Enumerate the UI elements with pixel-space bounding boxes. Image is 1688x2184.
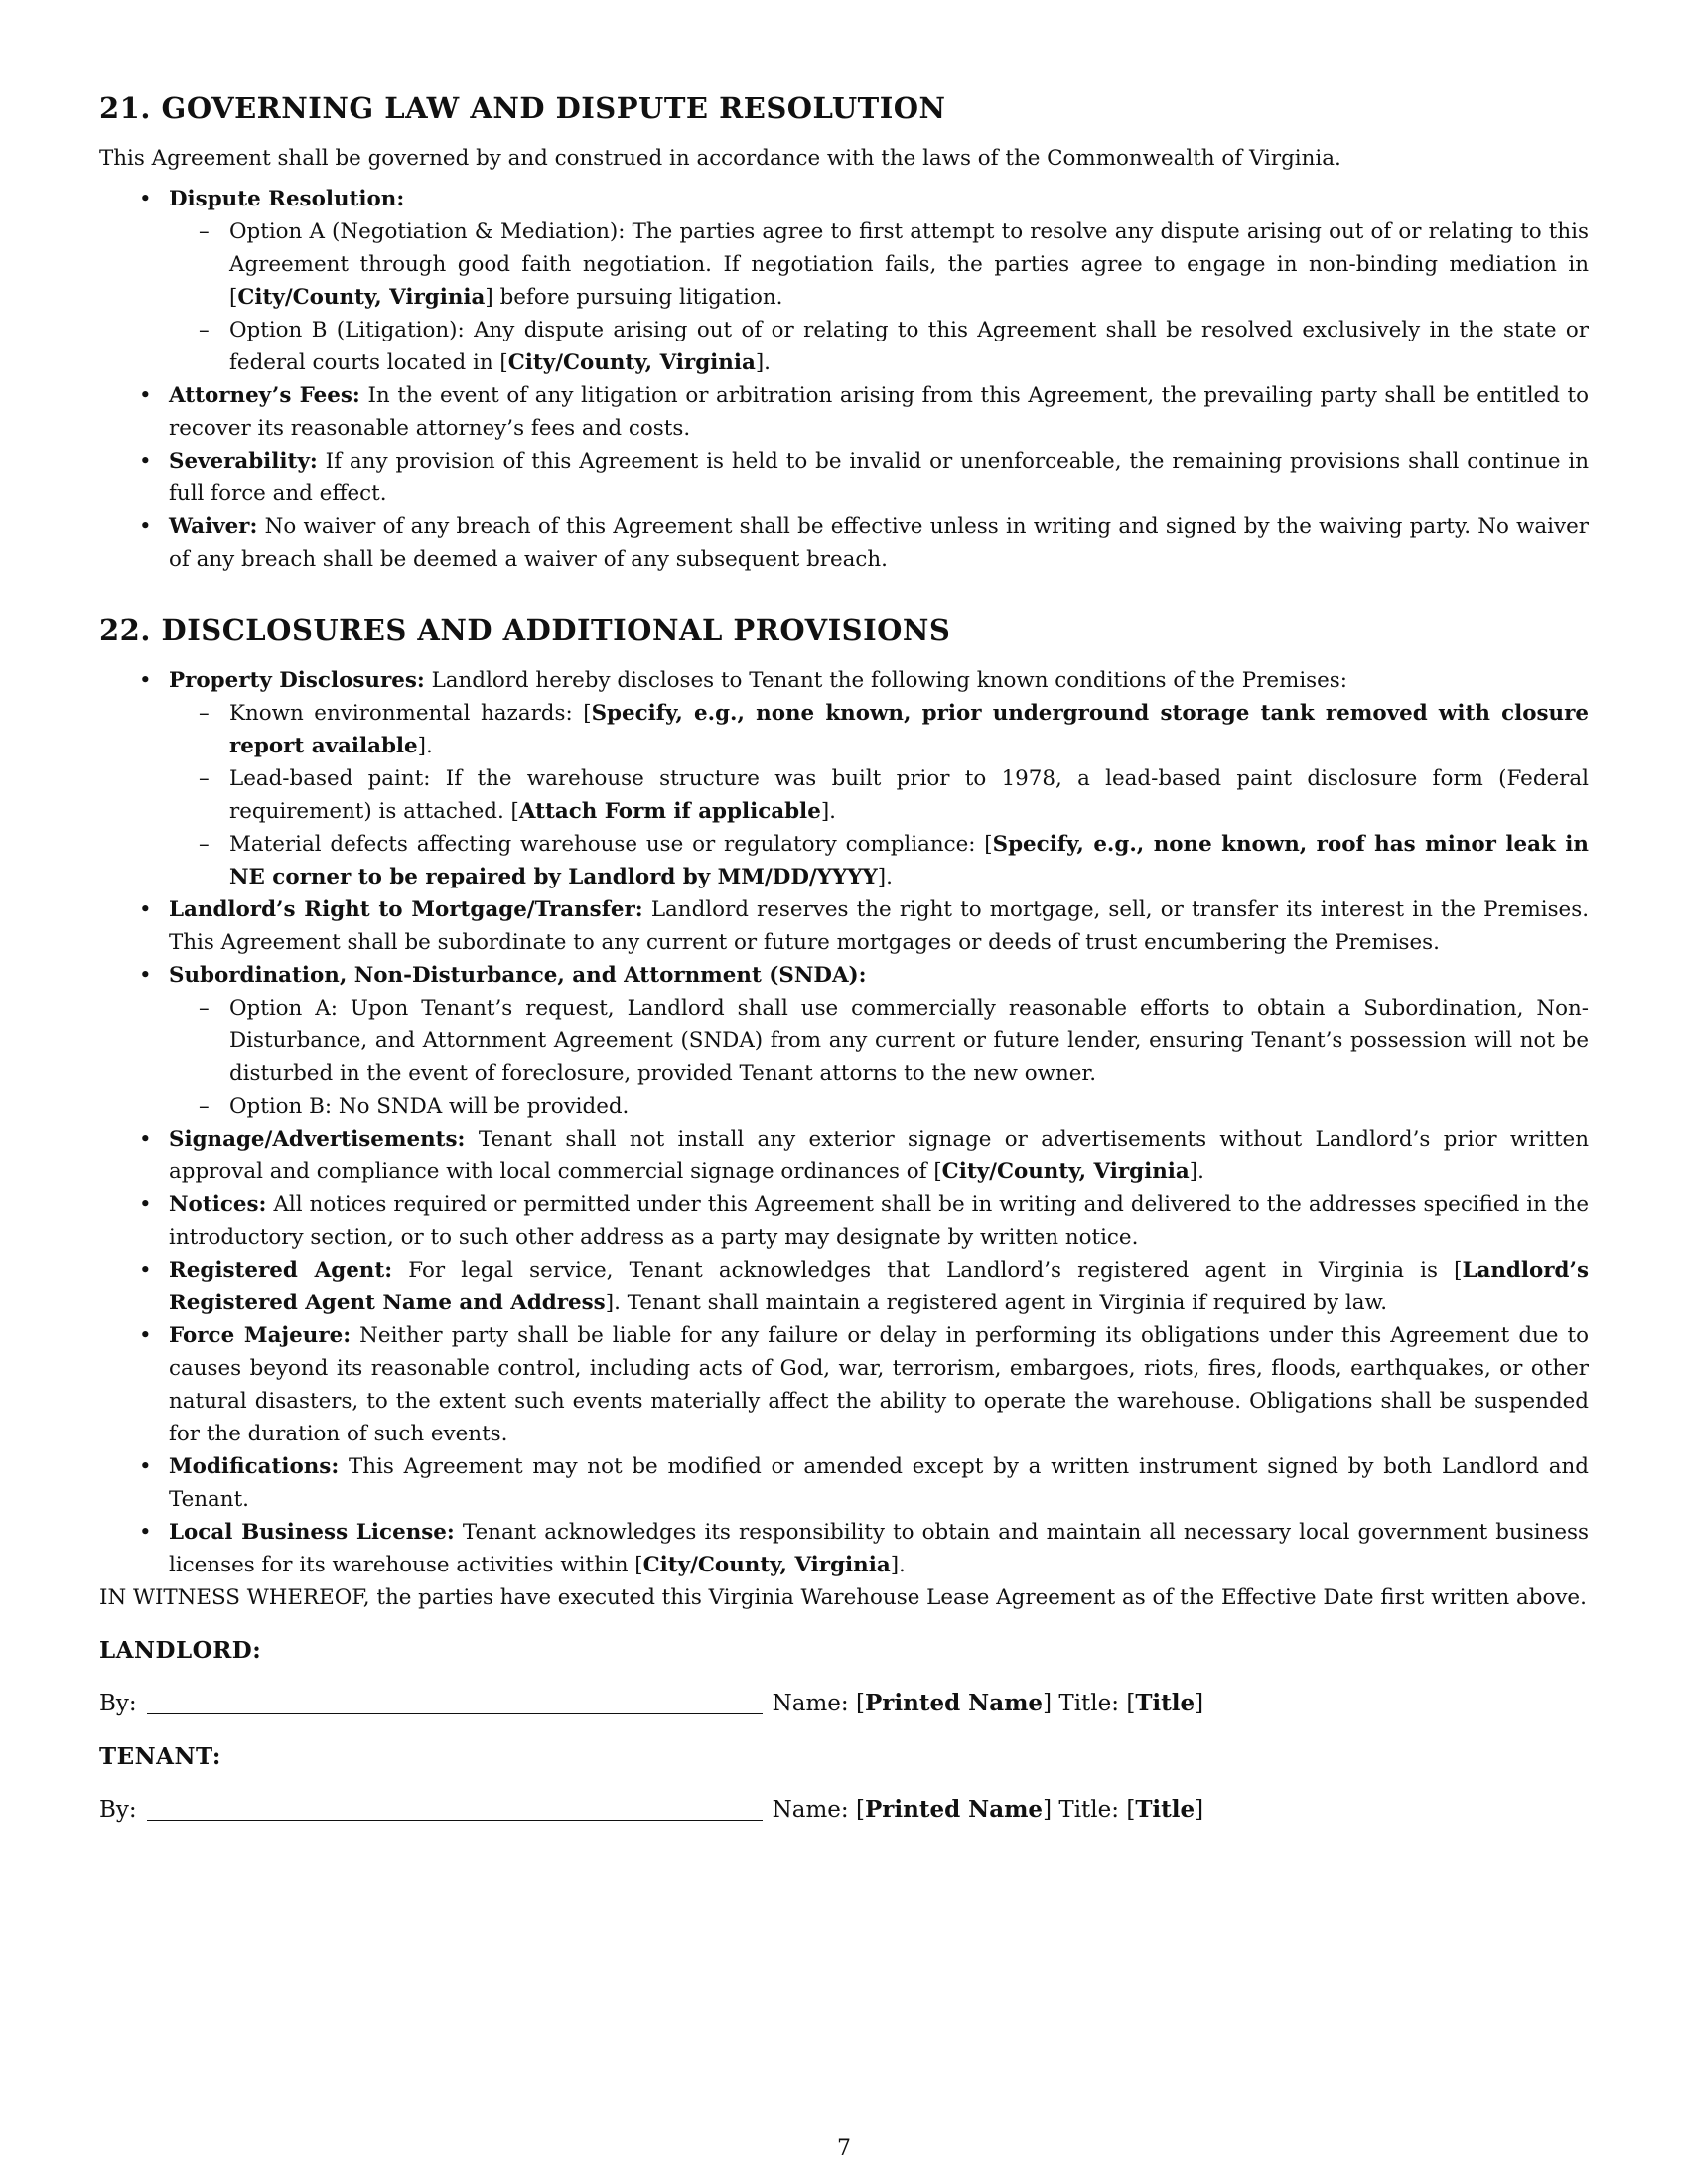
business-license-item: • Local Business License: Tenant acknowledges its responsibility to obtain and maintain all necessary local government business licenses for its warehouse activities within [City/County, Virginia]. <box>99 1516 1589 1581</box>
option-b-litigation: – Option B (Litigation): Any dispute arising out of or relating to this Agreement shall be resolved exclusively in the state or federal courts located in [City/County, Virginia]. <box>169 314 1589 379</box>
section-22-list <box>99 664 1589 1581</box>
tenant-signature-line: By: Name: [Printed Name] Title: [Title] <box>99 1795 1204 1823</box>
landlord-signature-line: By: Name: [Printed Name] Title: [Title] <box>99 1689 1204 1716</box>
section-21-list <box>99 183 1589 576</box>
notices-item: • Notices: All notices required or permitted under this Agreement shall be in writing and delivered to the addresses specified in the introductory section, or to such other address as a party may designate by written notice. <box>99 1188 1589 1254</box>
landlord-signature-field[interactable] <box>147 1713 763 1714</box>
property-disclosures-item: • Property Disclosures: Landlord hereby discloses to Tenant the following known conditions of the Premises: – Known environmental hazards: [Specify, e.g., none known, prior underground storage tank removed with closure report available]. – Lead-based paint: If the warehouse structure was built prior to 1978, a lead-based paint disclosure form (Federal requirement) is attached. [Attach Form if applicable]. – Material defects affecting warehouse use or regulatory compliance: [Specify, e.g., none known, roof has minor leak in NE corner to be repaired by Landlord by MM/DD/YYYY]. <box>99 664 1589 893</box>
waiver-item: • Waiver: No waiver of any breach of this Agreement shall be effective unless in writing and signed by the waiving party. No waiver of any breach shall be deemed a waiver of any subsequent breach. <box>99 510 1589 576</box>
page-number: 7 <box>837 2136 851 2161</box>
dispute-resolution-item <box>99 183 1589 379</box>
environmental-hazards-item: – Known environmental hazards: [Specify, e.g., none known, prior underground storage tank removed with closure report available]. <box>169 697 1589 762</box>
snda-item: • Subordination, Non-Disturbance, and Attornment (SNDA): – Option A: Upon Tenant’s request, Landlord shall use commercially reasonable efforts to obtain a Subordination, Non-Disturbance, and Attornment Agreement (SNDA) from any current or future lender, ensuring Tenant’s possession will not be disturbed in the event of foreclosure, provided Tenant attorns to the new owner. – Option B: No SNDA will be provided. <box>99 959 1589 1123</box>
snda-option-b: – Option B: No SNDA will be provided. <box>169 1090 1589 1123</box>
modifications-item: • Modifications: This Agreement may not be modified or amended except by a written instrument signed by both Landlord and Tenant. <box>99 1450 1589 1516</box>
signage-item: • Signage/Advertisements: Tenant shall not install any exterior signage or advertisements without Landlord’s prior written approval and compliance with local commercial signage ordinances of [City/County, Virginia]. <box>99 1123 1589 1188</box>
severability-item: • Severability: If any provision of this Agreement is held to be invalid or unenforceable, the remaining provisions shall continue in full force and effect. <box>99 445 1589 510</box>
snda-option-a: – Option A: Upon Tenant’s request, Landlord shall use commercially reasonable efforts to obtain a Subordination, Non-Disturbance, and Attornment Agreement (SNDA) from any current or future lender, ensuring Tenant’s possession will not be disturbed in the event of foreclosure, provided Tenant attorns to the new owner. <box>169 992 1589 1090</box>
section-21-heading: 21. GOVERNING LAW AND DISPUTE RESOLUTION <box>99 91 946 125</box>
property-disclosures-list <box>169 697 1589 893</box>
attorneys-fees-item: • Attorney’s Fees: In the event of any litigation or arbitration arising from this Agreement, the prevailing party shall be entitled to recover its reasonable attorney’s fees and costs. <box>99 379 1589 445</box>
lead-paint-item: – Lead-based paint: If the warehouse structure was built prior to 1978, a lead-based paint disclosure form (Federal requirement) is attached. [Attach Form if applicable]. <box>169 762 1589 828</box>
snda-options-list <box>169 992 1589 1123</box>
landlord-heading: LANDLORD: <box>99 1636 262 1664</box>
dispute-options-list <box>169 215 1589 379</box>
dispute-resolution-label: Dispute Resolution: <box>169 186 405 211</box>
force-majeure-item: • Force Majeure: Neither party shall be liable for any failure or delay in performing its obligations under this Agreement due to causes beyond its reasonable control, including acts of God, war, terrorism, embargoes, riots, fires, floods, earthquakes, or other natural disasters, to the extent such events materially affect the ability to operate the warehouse. Obligations shall be suspended for the duration of such events. <box>99 1319 1589 1450</box>
tenant-signature-field[interactable] <box>147 1820 763 1821</box>
section-22-heading: 22. DISCLOSURES AND ADDITIONAL PROVISIONS <box>99 613 951 647</box>
option-a-mediation: – Option A (Negotiation & Mediation): The parties agree to first attempt to resolve any dispute arising out of or relating to this Agreement through good faith negotiation. If negotiation fails, the parties agree to engage in non-binding mediation in [City/County, Virginia] before pursuing litigation. <box>169 215 1589 314</box>
witness-clause: IN WITNESS WHEREOF, the parties have executed this Virginia Warehouse Lease Agreement as of the Effective Date first written above. <box>99 1584 1587 1610</box>
governing-law-text: This Agreement shall be governed by and construed in accordance with the laws of the Commonwealth of Virginia. <box>99 145 1341 171</box>
material-defects-item: – Material defects affecting warehouse use or regulatory compliance: [Specify, e.g., none known, roof has minor leak in NE corner to be repaired by Landlord by MM/DD/YYYY]. <box>169 828 1589 893</box>
document-page <box>99 91 1589 1827</box>
registered-agent-item: • Registered Agent: For legal service, Tenant acknowledges that Landlord’s registered agent in Virginia is [Landlord’s Registered Agent Name and Address]. Tenant shall maintain a registered agent in Virginia if required by law. <box>99 1254 1589 1319</box>
mortgage-transfer-item: • Landlord’s Right to Mortgage/Transfer: Landlord reserves the right to mortgage, sell, or transfer its interest in the Premises. This Agreement shall be subordinate to any current or future mortgages or deeds of trust encumbering the Premises. <box>99 893 1589 959</box>
tenant-heading: TENANT: <box>99 1742 221 1770</box>
